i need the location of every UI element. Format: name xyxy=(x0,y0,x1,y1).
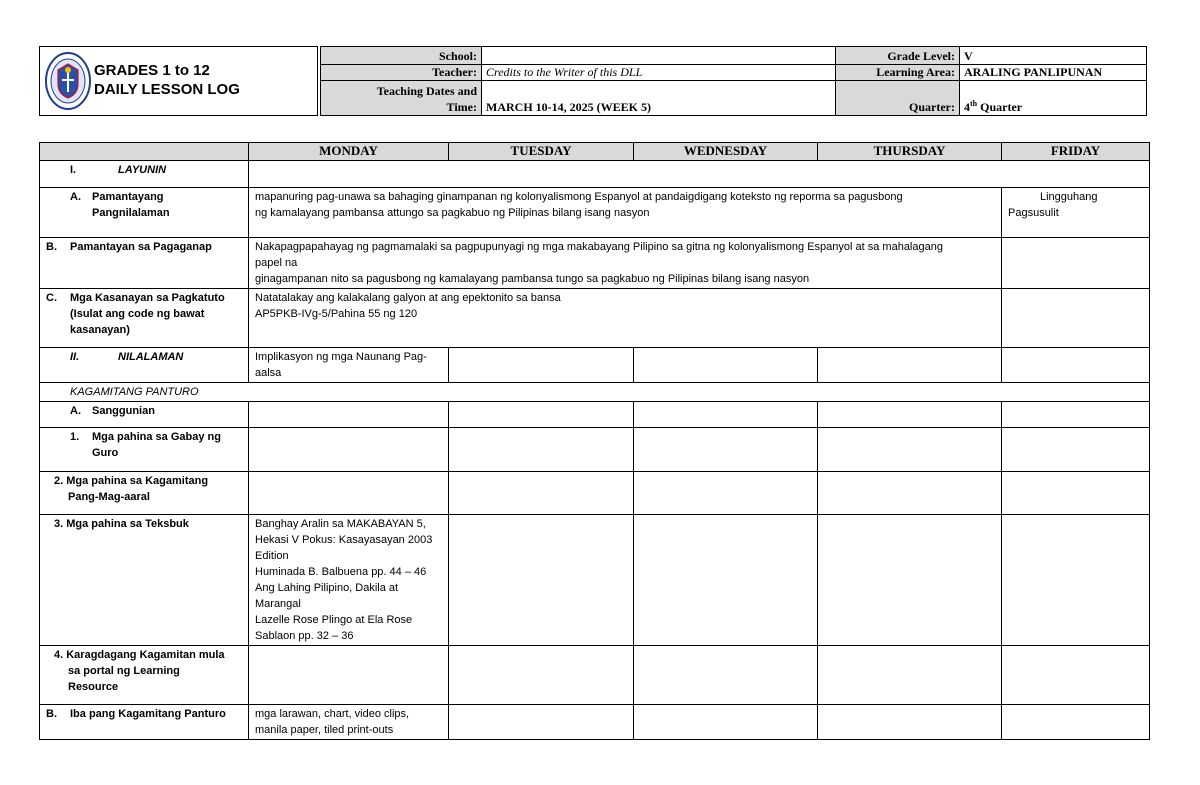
iba-pang-thursday xyxy=(818,705,1002,740)
table-row xyxy=(40,289,1150,348)
teaching-dates-label-line1: Teaching Dates and xyxy=(376,84,477,98)
table-row xyxy=(40,402,1150,428)
day-header-friday: FRIDAY xyxy=(1002,143,1150,161)
header-info-table xyxy=(320,46,1147,116)
pamantayan-pagganap-friday xyxy=(1002,238,1150,289)
sanggunian-tuesday xyxy=(449,402,634,428)
grade-level-label: Grade Level: xyxy=(836,47,960,65)
layunin-num: I. xyxy=(70,164,77,176)
teksbuk-wednesday xyxy=(634,515,818,646)
deped-seal-icon xyxy=(44,50,92,112)
table-row xyxy=(40,705,1150,740)
nil-label: NILALAMAN xyxy=(118,351,184,363)
table-row xyxy=(40,472,1150,515)
teksbuk-label xyxy=(40,515,249,646)
day-header-wednesday: WEDNESDAY xyxy=(634,143,818,161)
sg-num: A. xyxy=(70,405,81,417)
km-label-line1: 2. Mga pahina sa Kagamitang xyxy=(54,475,209,487)
day-header-monday: MONDAY xyxy=(249,143,449,161)
ip-monday-line2: manila paper, tiled print-outs xyxy=(255,724,394,736)
teacher-value: Credits to the Writer of this DLL xyxy=(482,65,836,81)
pp-content-line1: mapanuring pag-unawa sa bahaging ginampanan ng kolonyalismong Espanyol at pandaigdigang koteksto ng reporma sa pagusbong xyxy=(255,191,903,203)
tb-line: Ang Lahing Pilipino, Dakila at xyxy=(255,582,399,594)
iba-pang-friday xyxy=(1002,705,1150,740)
iba-pang-label xyxy=(40,705,249,740)
learning-area-label: Learning Area: xyxy=(836,65,960,81)
sanggunian-thursday xyxy=(818,402,1002,428)
school-label: School: xyxy=(321,47,482,65)
tb-line: Sablaon pp. 32 – 36 xyxy=(255,630,354,642)
ks-content-line1: Natatalakay ang kalakalang galyon at ang epektonito sa bansa xyxy=(255,292,561,304)
quarter-word: Quarter xyxy=(977,100,1023,114)
layunin-text: LAYUNIN xyxy=(118,164,167,176)
kagamitang-mag-aaral-thursday xyxy=(818,472,1002,515)
sg-label: Sanggunian xyxy=(92,405,155,417)
ip-monday-line1: mga larawan, chart, video clips, xyxy=(255,708,410,720)
friday-lingguhang-pagsusulit xyxy=(1002,188,1150,238)
ks-num: C. xyxy=(46,292,57,304)
pg-label: Pamantayan sa Pagaganap xyxy=(70,241,212,253)
gg-label-line1: Mga pahina sa Gabay ng xyxy=(92,431,221,443)
kagamitang-mag-aaral-monday xyxy=(249,472,449,515)
layunin-label xyxy=(40,161,249,188)
table-row xyxy=(40,646,1150,705)
teaching-dates-label-line2: Time: xyxy=(446,100,477,114)
nilalaman-label xyxy=(40,348,249,383)
sanggunian-friday xyxy=(1002,402,1150,428)
teksbuk-monday xyxy=(249,515,449,646)
teaching-dates-label xyxy=(321,81,482,116)
tb-line: Lazelle Rose Plingo at Ela Rose xyxy=(255,614,413,626)
kagamitang-panturo-label xyxy=(40,383,1150,402)
page-title-line1: GRADES 1 to 12 xyxy=(94,62,210,79)
ks-label-line1: Mga Kasanayan sa Pagkatuto xyxy=(70,292,225,304)
pg-content-line1: Nakapagpapahayag ng pagmamalaki sa pagpupunyagi ng mga makabayang Pilipino sa gitna ng kolonyalismong Espanyol at sa mahalagang xyxy=(255,241,943,253)
pg-num: B. xyxy=(46,241,57,253)
kasanayan-label xyxy=(40,289,249,348)
gabay-guro-monday xyxy=(249,428,449,472)
kagamitang-mag-aaral-tuesday xyxy=(449,472,634,515)
ip-num: B. xyxy=(46,708,57,720)
kagamitang-mag-aaral-label xyxy=(40,472,249,515)
table-row xyxy=(40,383,1150,402)
karagdagang-friday xyxy=(1002,646,1150,705)
kagamitang-mag-aaral-friday xyxy=(1002,472,1150,515)
gg-label-line2: Guro xyxy=(92,447,119,459)
ks-content-line2: AP5PKB-IVg-5/Pahina 55 ng 120 xyxy=(255,308,418,320)
pamantayang-pangnilalaman-content xyxy=(249,188,1002,238)
gabay-guro-label xyxy=(40,428,249,472)
pamantayang-pangnilalaman-label xyxy=(40,188,249,238)
kg-label-line1: 4. Karagdagang Kagamitan mula xyxy=(54,649,225,661)
sanggunian-label xyxy=(40,402,249,428)
kagamitang-mag-aaral-wednesday xyxy=(634,472,818,515)
kg-label-line2: sa portal ng Learning xyxy=(68,665,180,677)
tb-label: 3. Mga pahina sa Teksbuk xyxy=(54,518,189,530)
nil-num: II. xyxy=(70,351,80,363)
teksbuk-thursday xyxy=(818,515,1002,646)
gabay-guro-tuesday xyxy=(449,428,634,472)
learning-area-value: ARALING PANLIPUNAN xyxy=(960,65,1147,81)
tb-line: Banghay Aralin sa MAKABAYAN 5, xyxy=(255,518,426,530)
teacher-label: Teacher: xyxy=(321,65,482,81)
nilalaman-thursday xyxy=(818,348,1002,383)
teksbuk-tuesday xyxy=(449,515,634,646)
tb-line: Marangal xyxy=(255,598,301,610)
kp-text: KAGAMITANG PANTURO xyxy=(70,386,199,398)
karagdagang-monday xyxy=(249,646,449,705)
tb-line: Edition xyxy=(255,550,289,562)
karagdagang-thursday xyxy=(818,646,1002,705)
table-row xyxy=(40,238,1150,289)
iba-pang-tuesday xyxy=(449,705,634,740)
iba-pang-wednesday xyxy=(634,705,818,740)
table-row xyxy=(40,188,1150,238)
gabay-guro-wednesday xyxy=(634,428,818,472)
teaching-dates-value: MARCH 10-14, 2025 (WEEK 5) xyxy=(482,81,836,116)
iba-pang-monday xyxy=(249,705,449,740)
quarter-value xyxy=(960,81,1147,116)
sanggunian-wednesday xyxy=(634,402,818,428)
day-header-row xyxy=(40,143,1150,161)
karagdagang-tuesday xyxy=(449,646,634,705)
pp-num: A. xyxy=(70,191,81,203)
day-header-tuesday: TUESDAY xyxy=(449,143,634,161)
km-label-line2: Pang-Mag-aaral xyxy=(68,491,150,503)
kasanayan-friday xyxy=(1002,289,1150,348)
gabay-guro-friday xyxy=(1002,428,1150,472)
nil-monday-line1: Implikasyon ng mga Naunang Pag- xyxy=(255,351,427,363)
tb-line: Huminada B. Balbuena pp. 44 – 46 xyxy=(255,566,427,578)
grade-level-value: V xyxy=(960,47,1147,65)
table-row xyxy=(40,161,1150,188)
lesson-log-table xyxy=(39,142,1150,740)
nilalaman-monday xyxy=(249,348,449,383)
day-header-blank xyxy=(40,143,249,161)
kg-label-line3: Resource xyxy=(68,681,119,693)
pg-content-line2: papel na xyxy=(255,257,298,269)
teksbuk-friday xyxy=(1002,515,1150,646)
pamantayan-pagganap-label xyxy=(40,238,249,289)
tb-line: Hekasi V Pokus: Kasayasayan 2003 xyxy=(255,534,433,546)
school-value xyxy=(482,47,836,65)
quarter-label: Quarter: xyxy=(836,81,960,116)
gabay-guro-thursday xyxy=(818,428,1002,472)
table-row xyxy=(40,515,1150,646)
table-row xyxy=(40,428,1150,472)
quarter-suffix: th xyxy=(970,99,978,108)
pp-label-line2: Pangnilalaman xyxy=(92,207,170,219)
table-row xyxy=(40,348,1150,383)
pamantayan-pagganap-content xyxy=(249,238,1002,289)
ks-label-line3: kasanayan) xyxy=(70,324,130,336)
kasanayan-content xyxy=(249,289,1002,348)
layunin-content xyxy=(249,161,1150,188)
karagdagang-wednesday xyxy=(634,646,818,705)
page-title-line2: DAILY LESSON LOG xyxy=(94,81,240,98)
gg-num: 1. xyxy=(70,431,80,443)
pg-content-line3: ginagampanan nito sa pagusbong ng kamalayang pambansa tungo sa pagkabuo ng Pilipinas bilang isang nasyon xyxy=(255,273,810,285)
quarter-number: 4 xyxy=(964,100,970,114)
nilalaman-tuesday xyxy=(449,348,634,383)
ks-label-line2: (Isulat ang code ng bawat xyxy=(70,308,205,320)
nil-monday-line2: aalsa xyxy=(255,367,282,379)
friday-line2: Pagsusulit xyxy=(1008,207,1059,219)
sanggunian-monday xyxy=(249,402,449,428)
friday-line1: Lingguhang xyxy=(1040,191,1098,203)
pp-label-line1: Pamantayang xyxy=(92,191,164,203)
day-header-thursday: THURSDAY xyxy=(818,143,1002,161)
nilalaman-wednesday xyxy=(634,348,818,383)
pp-content-line2: ng kamalayang pambansa attungo sa pagkabuo ng Pilipinas bilang isang nasyon xyxy=(255,207,650,219)
nilalaman-friday xyxy=(1002,348,1150,383)
karagdagang-label xyxy=(40,646,249,705)
ip-label: Iba pang Kagamitang Panturo xyxy=(70,708,226,720)
